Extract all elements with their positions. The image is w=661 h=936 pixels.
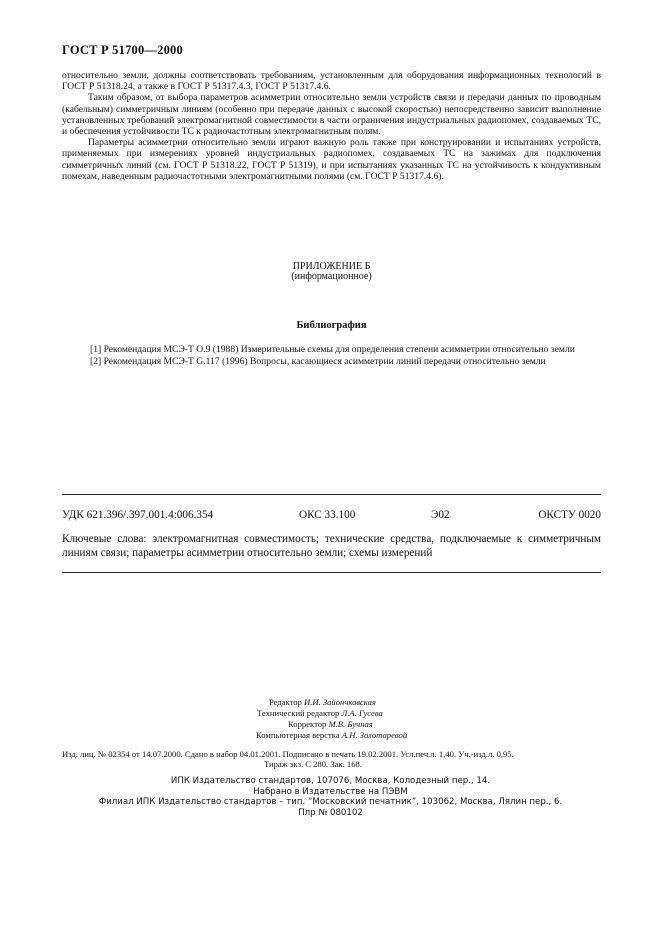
print-info-line: Тираж экз. С 280. Зак. 168.: [264, 759, 362, 770]
standard-header: ГОСТ Р 51700—2000: [62, 43, 183, 57]
print-info: [62, 749, 601, 770]
oks-code: ОКС 33.100: [299, 509, 356, 521]
okstu-code: ОКСТУ 0020: [538, 509, 601, 521]
udk-code: УДК 621.396/.397.001.4:006.354: [62, 509, 214, 521]
keywords: Ключевые слова: электромагнитная совместимость; технические средства, подключаемые к симметричным линиям связи; параметры асимметрии относительно земли; схемы измерений: [62, 533, 601, 559]
corrector-name: М.В. Бучная: [328, 719, 373, 729]
layout-name: А.Н. Золотаревой: [341, 730, 408, 740]
tech-editor-name: Л.А. Гусева: [341, 708, 383, 718]
editor-label: Редактор: [269, 697, 302, 707]
publisher-line: Плр № 080102: [298, 807, 363, 818]
credit-corrector: [288, 719, 373, 730]
layout-label: Компьютерная верстка: [256, 730, 340, 740]
publisher-line: Набрано в Издательстве на ПЭВМ: [253, 786, 408, 797]
bibliography-item: [1] Рекомендация МСЭ-Т О.9 (1988) Измерительные схемы для определения степени асимметрии относительно земли: [90, 344, 575, 355]
credit-layout: [256, 730, 407, 741]
bibliography-item: [2] Рекомендация МСЭ-Т G.117 (1996) Вопросы, касающиеся асимметрии линий передачи относительно земли: [90, 355, 546, 367]
divider-bottom: [62, 572, 601, 573]
appendix-title: ПРИЛОЖЕНИЕ Б: [292, 261, 371, 272]
editor-name: И.И. Зайончковская: [304, 697, 376, 707]
e02-code: Э02: [431, 509, 450, 521]
appendix-subtitle: (информационное): [291, 271, 372, 282]
body-paragraph: Параметры асимметрии относительно земли играют важную роль также при конструировании и испытаниях устройств, применяемых при измерениях уровней индустриальных радиопомех, создаваемых ТС на зажимах для подключения симметричных линий (см. ГОСТ Р 51318.22, ГОСТ Р 51319), и при испытаниях указанных ТС на устойчивость к кондуктивным помехам, наведенным радиочастотными электромагнитными полями (см. ГОСТ Р 51317.4.6).: [62, 137, 601, 182]
body-text: [62, 70, 601, 182]
body-paragraph: Таким образом, от выбора параметров асимметрии относительно земли устройств связи и передачи данных по проводным (кабельным) симметричным линиям (особенно при передаче данных с высокой скоростью) непосредственно зависит выполнение установленных требований электромагнитной совместимости в части ограничения индустриальных радиопомех, создаваемых ТС, и обеспечения устойчивости ТС к радиочастотным электромагнитным полям.: [62, 92, 601, 138]
publisher-info: [0, 776, 661, 818]
bibliography-list: [62, 344, 601, 367]
publisher-line: Филиал ИПК Издательство стандартов – тип. “Московский печатник”, 103062, Москва, Лялин пер., 6.: [98, 797, 563, 808]
credit-editor: [269, 697, 376, 708]
publisher-line: ИПК Издательство стандартов, 107076, Москва, Колодезный пер., 14.: [170, 776, 491, 786]
corrector-label: Корректор: [288, 719, 327, 729]
body-paragraph: относительно земли, должны соответствовать требованиям, установленным для оборудования информационных технологий в ГОСТ Р 51318.24, а также в ГОСТ Р 51317.4.3, ГОСТ Р 51317.4.6.: [62, 70, 601, 93]
print-info-line: Изд. лиц. № 02354 от 14.07.2000. Сдано в набор 04.01.2001. Подписано в печать 19.02.2001. Усл.печ.л. 1,40. Уч.-изд.л. 0,95.: [62, 749, 514, 759]
tech-editor-label: Технический редактор: [257, 708, 340, 718]
divider-top: [62, 494, 601, 495]
credit-tech-editor: [257, 708, 383, 719]
bibliography-title: Библиография: [296, 320, 367, 331]
